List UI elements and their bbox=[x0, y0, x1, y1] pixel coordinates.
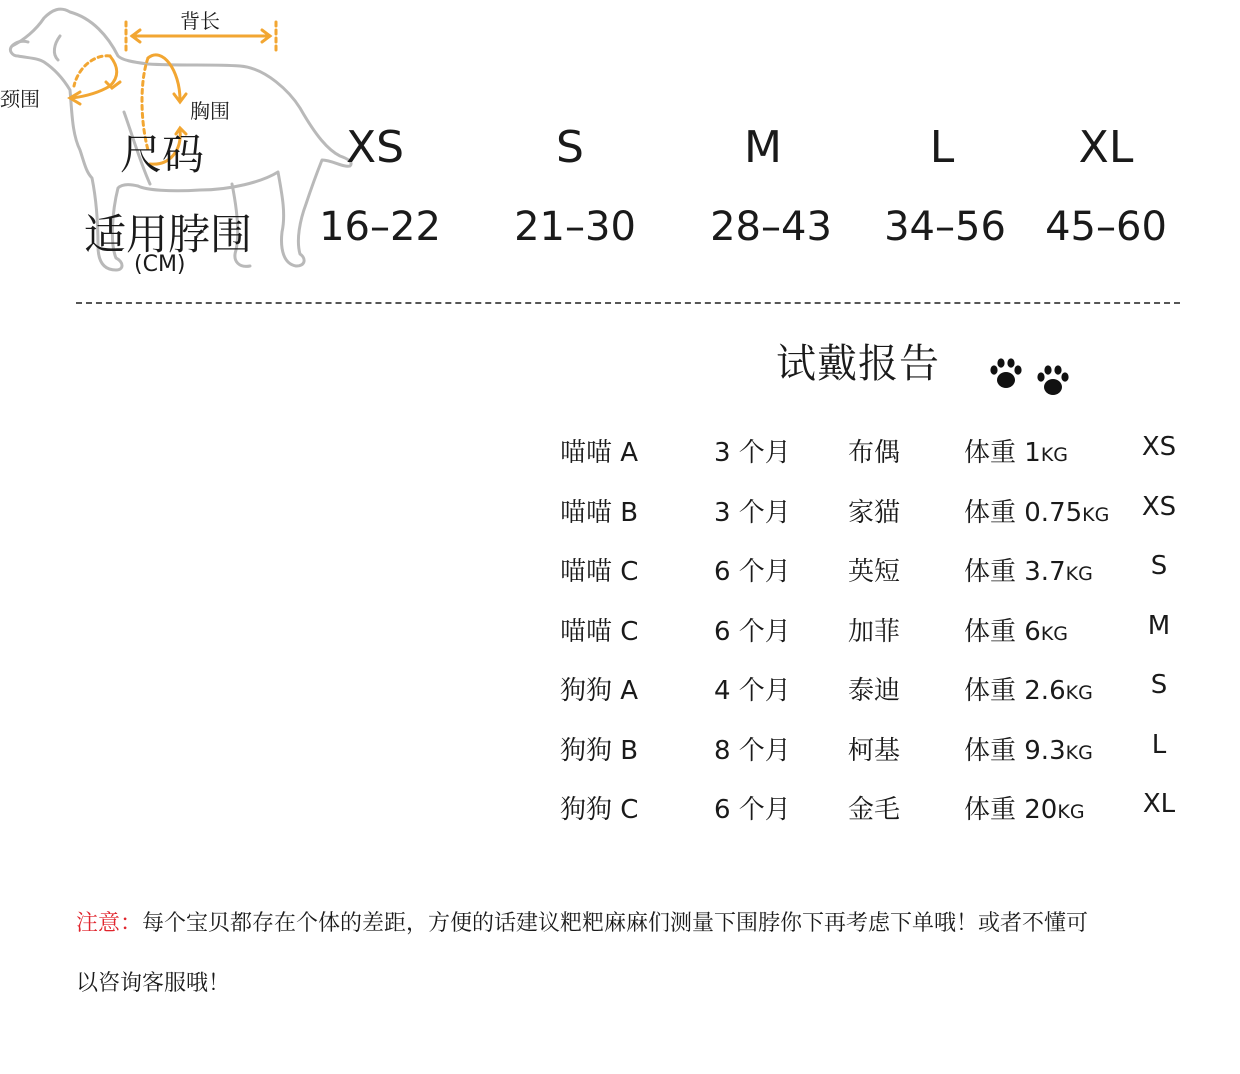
weight-value: 3.7 bbox=[1024, 557, 1066, 587]
pet-name: 喵喵 C bbox=[560, 616, 639, 647]
neck-range-l: 34–56 bbox=[884, 204, 1006, 250]
report-row bbox=[560, 670, 1200, 710]
weight-prefix: 体重 bbox=[964, 795, 1025, 825]
pet-weight bbox=[964, 611, 1068, 648]
pet-weight bbox=[964, 670, 1093, 707]
size-l-header: L bbox=[929, 122, 955, 173]
pet-breed: 泰迪 bbox=[848, 676, 901, 706]
pet-age: 3 个月 bbox=[714, 497, 791, 528]
pet-breed: 家猫 bbox=[848, 497, 901, 528]
pet-name: 喵喵 B bbox=[560, 497, 639, 528]
weight-prefix: 体重 bbox=[964, 616, 1025, 647]
report-row bbox=[560, 611, 1200, 651]
weight-prefix: 体重 bbox=[964, 676, 1025, 706]
pet-breed: 金毛 bbox=[848, 795, 901, 825]
weight-value: 9.3 bbox=[1024, 735, 1066, 766]
pet-size: XL bbox=[1142, 789, 1176, 819]
chest-girth-label: 胸围 bbox=[190, 99, 230, 123]
size-xs-header: XS bbox=[345, 122, 405, 173]
pet-name: 狗狗 C bbox=[560, 795, 639, 825]
pet-weight bbox=[964, 432, 1068, 469]
weight-prefix: 体重 bbox=[964, 438, 1025, 468]
pet-age: 8 个月 bbox=[714, 735, 791, 766]
note-line-2: 以咨询客服哦！ bbox=[76, 971, 231, 996]
weight-prefix: 体重 bbox=[964, 557, 1025, 587]
report-row bbox=[560, 492, 1200, 532]
pet-weight bbox=[964, 789, 1085, 826]
pet-age: 3 个月 bbox=[714, 438, 791, 468]
back-length-label: 背长 bbox=[180, 9, 220, 33]
neck-range-s: 21–30 bbox=[514, 204, 636, 250]
pet-breed: 布偶 bbox=[848, 438, 901, 468]
weight-unit: KG bbox=[1057, 801, 1085, 823]
neck-range-xl: 45–60 bbox=[1045, 204, 1167, 250]
pet-size: S bbox=[1150, 670, 1168, 700]
neck-girth-label: 颈围 bbox=[0, 87, 40, 111]
pet-name: 喵喵 C bbox=[560, 557, 639, 587]
pet-name: 狗狗 A bbox=[560, 676, 639, 706]
report-row bbox=[560, 730, 1200, 770]
size-xl-header: XL bbox=[1078, 122, 1134, 173]
weight-value: 20 bbox=[1024, 795, 1058, 825]
paw-prints-icon bbox=[986, 352, 1076, 404]
neck-label: 适用脖围 bbox=[84, 210, 253, 259]
pet-weight bbox=[964, 492, 1109, 529]
note-text-1: 每个宝贝都存在个体的差距，方便的话建议粑粑麻麻们测量下围脖你下再考虑下单哦！或者不懂可 bbox=[142, 911, 1089, 936]
report-row bbox=[560, 789, 1200, 829]
report-row bbox=[560, 551, 1200, 591]
pet-weight bbox=[964, 551, 1093, 588]
pet-name: 喵喵 A bbox=[560, 438, 639, 468]
pet-size: L bbox=[1151, 729, 1167, 760]
pet-size: XS bbox=[1141, 491, 1177, 522]
pet-breed: 柯基 bbox=[848, 735, 901, 766]
pet-breed: 加菲 bbox=[848, 616, 901, 647]
note-prefix: 注意： bbox=[76, 911, 143, 936]
weight-value: 0.75 bbox=[1024, 497, 1083, 528]
pet-name: 狗狗 B bbox=[560, 735, 639, 766]
weight-value: 2.6 bbox=[1024, 676, 1066, 706]
pet-size: M bbox=[1147, 610, 1171, 641]
unit-label: (CM) bbox=[134, 252, 186, 277]
pet-age: 4 个月 bbox=[714, 676, 791, 706]
weight-value: 1 bbox=[1024, 438, 1041, 468]
pet-age: 6 个月 bbox=[714, 616, 791, 647]
weight-unit: KG bbox=[1065, 741, 1093, 764]
note-line-1 bbox=[76, 906, 1088, 937]
size-s-header: S bbox=[556, 122, 584, 173]
weight-unit: KG bbox=[1082, 503, 1110, 526]
weight-value: 6 bbox=[1024, 616, 1041, 647]
weight-prefix: 体重 bbox=[964, 735, 1025, 766]
report-title: 试戴报告 bbox=[776, 341, 940, 387]
weight-prefix: 体重 bbox=[964, 497, 1025, 528]
weight-unit: KG bbox=[1040, 622, 1068, 645]
weight-unit: KG bbox=[1040, 444, 1068, 466]
weight-unit: KG bbox=[1065, 682, 1093, 704]
report-row bbox=[560, 432, 1200, 472]
pet-size: XS bbox=[1141, 432, 1177, 462]
dashed-divider bbox=[76, 302, 1180, 304]
pet-age: 6 个月 bbox=[714, 557, 791, 587]
pet-age: 6 个月 bbox=[714, 795, 791, 825]
weight-unit: KG bbox=[1065, 563, 1093, 585]
neck-range-m: 28–43 bbox=[710, 204, 832, 250]
pet-breed: 英短 bbox=[848, 557, 901, 587]
pet-size: S bbox=[1150, 551, 1168, 581]
pet-weight bbox=[964, 730, 1093, 767]
size-m-header: M bbox=[744, 122, 782, 173]
neck-range-xs: 16–22 bbox=[319, 204, 441, 250]
size-label: 尺码 bbox=[120, 130, 205, 179]
